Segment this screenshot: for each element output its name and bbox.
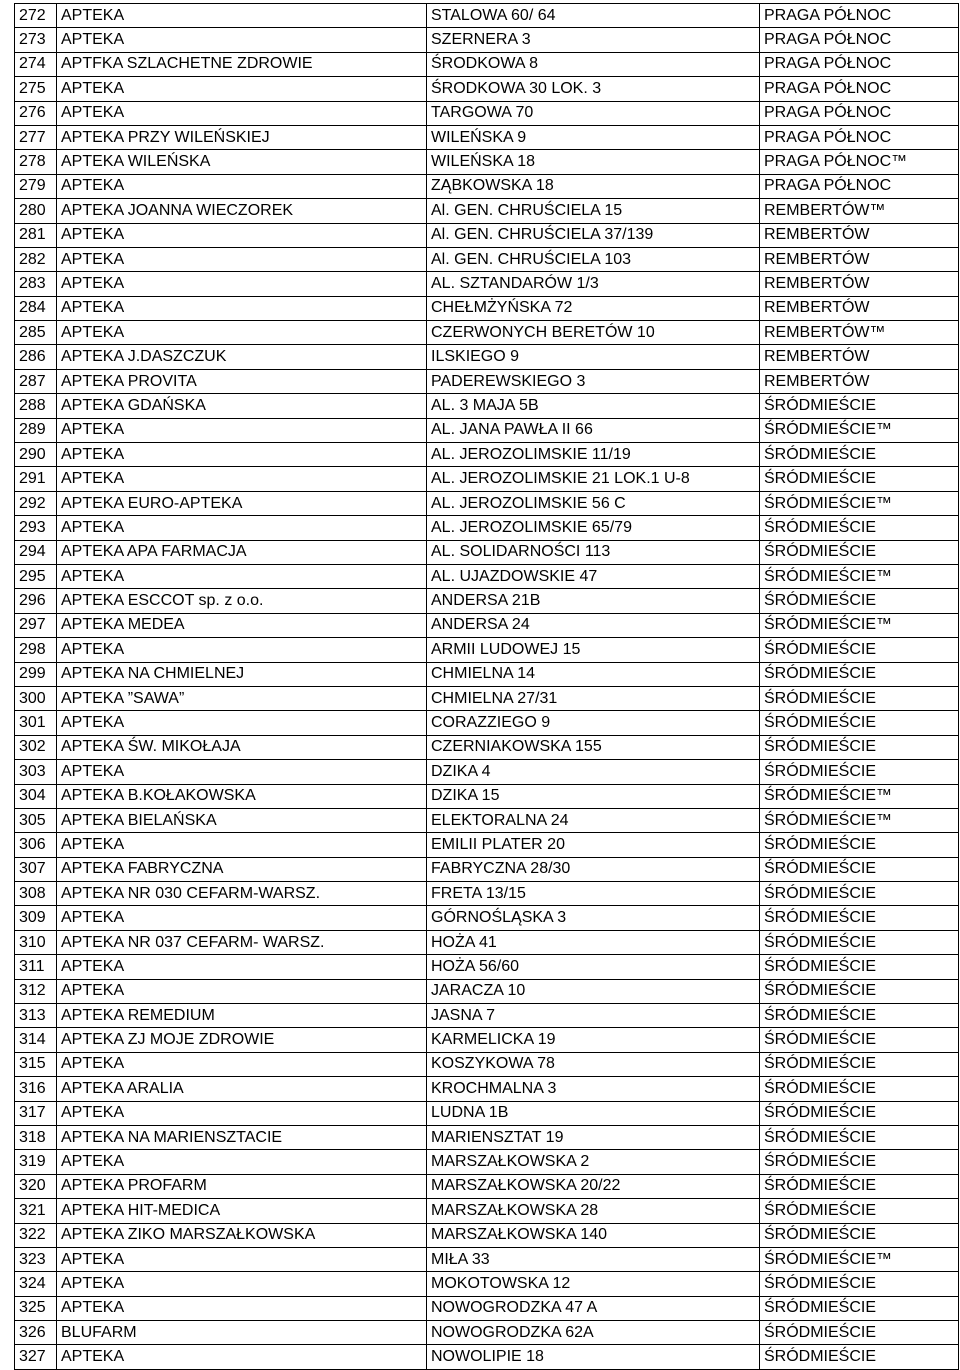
table-row xyxy=(15,345,959,369)
district-cell: REMBERTÓW xyxy=(760,369,959,393)
district-cell: ŚRÓDMIEŚCIE xyxy=(760,467,959,491)
table-row xyxy=(15,272,959,296)
table-row xyxy=(15,857,959,881)
pharmacy-name-cell: APTEKA xyxy=(57,564,427,588)
row-number-cell: 326 xyxy=(15,1321,57,1345)
pharmacy-name-cell: APTEKA ZJ MOJE ZDROWIE xyxy=(57,1028,427,1052)
district-cell: ŚRÓDMIEŚCIE xyxy=(760,1125,959,1149)
district-cell: ŚRÓDMIEŚCIE xyxy=(760,394,959,418)
address-cell: AL. JEROZOLIMSKIE 21 LOK.1 U-8 xyxy=(427,467,760,491)
row-number-cell: 308 xyxy=(15,882,57,906)
pharmacy-name-cell: APTEKA EURO-APTEKA xyxy=(57,491,427,515)
table-row xyxy=(15,564,959,588)
district-cell: PRAGA PÓŁNOC xyxy=(760,101,959,125)
pharmacy-name-cell: APTEKA xyxy=(57,467,427,491)
address-cell: CHMIELNA 27/31 xyxy=(427,686,760,710)
district-cell: ŚRÓDMIEŚCIE xyxy=(760,857,959,881)
row-number-cell: 322 xyxy=(15,1223,57,1247)
row-number-cell: 319 xyxy=(15,1150,57,1174)
pharmacy-name-cell: APTEKA J.DASZCZUK xyxy=(57,345,427,369)
table-row xyxy=(15,125,959,149)
pharmacy-name-cell: APTEKA GDAŃSKA xyxy=(57,394,427,418)
address-cell: ARMII LUDOWEJ 15 xyxy=(427,638,760,662)
table-row xyxy=(15,467,959,491)
row-number-cell: 283 xyxy=(15,272,57,296)
table-row xyxy=(15,247,959,271)
address-cell: CZERNIAKOWSKA 155 xyxy=(427,735,760,759)
row-number-cell: 297 xyxy=(15,613,57,637)
pharmacy-name-cell: APTEKA BIELAŃSKA xyxy=(57,808,427,832)
pharmacy-name-cell: APTEKA xyxy=(57,4,427,28)
address-cell: LUDNA 1B xyxy=(427,1101,760,1125)
table-row xyxy=(15,1199,959,1223)
table-row xyxy=(15,955,959,979)
address-cell: CHMIELNA 14 xyxy=(427,662,760,686)
address-cell: MARSZAŁKOWSKA 140 xyxy=(427,1223,760,1247)
row-number-cell: 286 xyxy=(15,345,57,369)
address-cell: Al. GEN. CHRUŚCIELA 15 xyxy=(427,199,760,223)
address-cell: NOWOLIPIE 18 xyxy=(427,1345,760,1369)
table-row xyxy=(15,1174,959,1198)
address-cell: Al. GEN. CHRUŚCIELA 37/139 xyxy=(427,223,760,247)
district-cell: PRAGA PÓŁNOC xyxy=(760,52,959,76)
table-row xyxy=(15,1004,959,1028)
address-cell: AL. UJAZDOWSKIE 47 xyxy=(427,564,760,588)
row-number-cell: 281 xyxy=(15,223,57,247)
table-row xyxy=(15,321,959,345)
pharmacy-name-cell: APTEKA xyxy=(57,321,427,345)
table-row xyxy=(15,28,959,52)
table-row xyxy=(15,1101,959,1125)
pharmacy-name-cell: APTEKA xyxy=(57,223,427,247)
pharmacy-name-cell: APTEKA xyxy=(57,516,427,540)
address-cell: AL. JEROZOLIMSKIE 11/19 xyxy=(427,443,760,467)
row-number-cell: 294 xyxy=(15,540,57,564)
row-number-cell: 287 xyxy=(15,369,57,393)
district-cell: REMBERTÓW xyxy=(760,272,959,296)
pharmacy-name-cell: APTEKA ARALIA xyxy=(57,1077,427,1101)
pharmacy-name-cell: APTEKA PROVITA xyxy=(57,369,427,393)
table-row xyxy=(15,199,959,223)
row-number-cell: 273 xyxy=(15,28,57,52)
address-cell: MOKOTOWSKA 12 xyxy=(427,1272,760,1296)
row-number-cell: 298 xyxy=(15,638,57,662)
district-cell: ŚRÓDMIEŚCIE xyxy=(760,760,959,784)
pharmacy-name-cell: APTEKA REMEDIUM xyxy=(57,1004,427,1028)
table-row xyxy=(15,443,959,467)
address-cell: ANDERSA 24 xyxy=(427,613,760,637)
address-cell: AL. JANA PAWŁA II 66 xyxy=(427,418,760,442)
table-row xyxy=(15,686,959,710)
district-cell: ŚRÓDMIEŚCIE™ xyxy=(760,1247,959,1271)
row-number-cell: 292 xyxy=(15,491,57,515)
table-body xyxy=(15,4,959,1370)
row-number-cell: 323 xyxy=(15,1247,57,1271)
pharmacy-name-cell: APTEKA WILEŃSKA xyxy=(57,150,427,174)
row-number-cell: 290 xyxy=(15,443,57,467)
pharmacy-name-cell: APTEKA xyxy=(57,1052,427,1076)
row-number-cell: 324 xyxy=(15,1272,57,1296)
district-cell: ŚRÓDMIEŚCIE xyxy=(760,1052,959,1076)
address-cell: CORAZZIEGO 9 xyxy=(427,711,760,735)
district-cell: ŚRÓDMIEŚCIE xyxy=(760,589,959,613)
address-cell: FRETA 13/15 xyxy=(427,882,760,906)
row-number-cell: 309 xyxy=(15,906,57,930)
pharmacy-name-cell: APTEKA xyxy=(57,1150,427,1174)
pharmacy-table xyxy=(14,3,959,1370)
pharmacy-name-cell: APTEKA PRZY WILEŃSKIEJ xyxy=(57,125,427,149)
table-row xyxy=(15,833,959,857)
district-cell: ŚRÓDMIEŚCIE xyxy=(760,735,959,759)
address-cell: SZERNERA 3 xyxy=(427,28,760,52)
district-cell: ŚRÓDMIEŚCIE xyxy=(760,1272,959,1296)
address-cell: AL. SZTANDARÓW 1/3 xyxy=(427,272,760,296)
table-row xyxy=(15,638,959,662)
row-number-cell: 318 xyxy=(15,1125,57,1149)
address-cell: TARGOWA 70 xyxy=(427,101,760,125)
row-number-cell: 320 xyxy=(15,1174,57,1198)
pharmacy-name-cell: APTEKA NA CHMIELNEJ xyxy=(57,662,427,686)
pharmacy-name-cell: APTEKA xyxy=(57,711,427,735)
row-number-cell: 312 xyxy=(15,979,57,1003)
table-row xyxy=(15,1272,959,1296)
district-cell: PRAGA PÓŁNOC xyxy=(760,77,959,101)
district-cell: ŚRÓDMIEŚCIE xyxy=(760,833,959,857)
district-cell: ŚRÓDMIEŚCIE xyxy=(760,686,959,710)
district-cell: ŚRÓDMIEŚCIE xyxy=(760,1223,959,1247)
table-row xyxy=(15,394,959,418)
row-number-cell: 313 xyxy=(15,1004,57,1028)
row-number-cell: 303 xyxy=(15,760,57,784)
district-cell: ŚRÓDMIEŚCIE xyxy=(760,711,959,735)
table-row xyxy=(15,589,959,613)
address-cell: MARSZAŁKOWSKA 28 xyxy=(427,1199,760,1223)
table-row xyxy=(15,784,959,808)
district-cell: ŚRÓDMIEŚCIE xyxy=(760,1296,959,1320)
pharmacy-name-cell: APTEKA ESCCOT sp. z o.o. xyxy=(57,589,427,613)
address-cell: WILEŃSKA 9 xyxy=(427,125,760,149)
pharmacy-name-cell: APTEKA MEDEA xyxy=(57,613,427,637)
address-cell: FABRYCZNA 28/30 xyxy=(427,857,760,881)
district-cell: ŚRÓDMIEŚCIE xyxy=(760,443,959,467)
address-cell: CZERWONYCH BERETÓW 10 xyxy=(427,321,760,345)
pharmacy-name-cell: APTEKA B.KOŁAKOWSKA xyxy=(57,784,427,808)
district-cell: REMBERTÓW xyxy=(760,345,959,369)
row-number-cell: 305 xyxy=(15,808,57,832)
pharmacy-name-cell: APTEKA xyxy=(57,272,427,296)
table-row xyxy=(15,369,959,393)
row-number-cell: 302 xyxy=(15,735,57,759)
district-cell: ŚRÓDMIEŚCIE xyxy=(760,1321,959,1345)
table-row xyxy=(15,1150,959,1174)
pharmacy-name-cell: APTEKA xyxy=(57,955,427,979)
pharmacy-name-cell: APTEKA xyxy=(57,296,427,320)
district-cell: ŚRÓDMIEŚCIE xyxy=(760,516,959,540)
pharmacy-name-cell: APTEKA FABRYCZNA xyxy=(57,857,427,881)
district-cell: ŚRÓDMIEŚCIE xyxy=(760,1199,959,1223)
pharmacy-name-cell: APTEKA xyxy=(57,638,427,662)
address-cell: WILEŃSKA 18 xyxy=(427,150,760,174)
pharmacy-name-cell: APTEKA xyxy=(57,1247,427,1271)
district-cell: ŚRÓDMIEŚCIE xyxy=(760,906,959,930)
pharmacy-name-cell: APTEKA xyxy=(57,1345,427,1369)
table-row xyxy=(15,4,959,28)
district-cell: REMBERTÓW xyxy=(760,223,959,247)
pharmacy-name-cell: APTEKA xyxy=(57,418,427,442)
row-number-cell: 314 xyxy=(15,1028,57,1052)
district-cell: PRAGA PÓŁNOC™ xyxy=(760,150,959,174)
table-row xyxy=(15,735,959,759)
district-cell: ŚRÓDMIEŚCIE xyxy=(760,1174,959,1198)
table-row xyxy=(15,930,959,954)
row-number-cell: 296 xyxy=(15,589,57,613)
address-cell: KOSZYKOWA 78 xyxy=(427,1052,760,1076)
address-cell: ILSKIEGO 9 xyxy=(427,345,760,369)
row-number-cell: 301 xyxy=(15,711,57,735)
address-cell: HOŻA 41 xyxy=(427,930,760,954)
table-row xyxy=(15,52,959,76)
address-cell: ŚRODKOWA 8 xyxy=(427,52,760,76)
pharmacy-name-cell: APTEKA xyxy=(57,1272,427,1296)
district-cell: PRAGA PÓŁNOC xyxy=(760,4,959,28)
district-cell: ŚRÓDMIEŚCIE xyxy=(760,662,959,686)
table-row xyxy=(15,77,959,101)
pharmacy-name-cell: APTEKA NR 030 CEFARM-WARSZ. xyxy=(57,882,427,906)
district-cell: ŚRÓDMIEŚCIE xyxy=(760,1345,959,1369)
pharmacy-name-cell: APTEKA HIT-MEDICA xyxy=(57,1199,427,1223)
district-cell: REMBERTÓW™ xyxy=(760,199,959,223)
district-cell: ŚRÓDMIEŚCIE xyxy=(760,1028,959,1052)
row-number-cell: 289 xyxy=(15,418,57,442)
row-number-cell: 316 xyxy=(15,1077,57,1101)
row-number-cell: 282 xyxy=(15,247,57,271)
address-cell: MARSZAŁKOWSKA 20/22 xyxy=(427,1174,760,1198)
row-number-cell: 327 xyxy=(15,1345,57,1369)
pharmacy-name-cell: APTEKA APA FARMACJA xyxy=(57,540,427,564)
district-cell: ŚRÓDMIEŚCIE xyxy=(760,882,959,906)
pharmacy-name-cell: APTEKA NR 037 CEFARM- WARSZ. xyxy=(57,930,427,954)
pharmacy-name-cell: APTEKA xyxy=(57,174,427,198)
address-cell: AL. JEROZOLIMSKIE 56 C xyxy=(427,491,760,515)
district-cell: REMBERTÓW xyxy=(760,247,959,271)
table-row xyxy=(15,101,959,125)
address-cell: AL. SOLIDARNOŚCI 113 xyxy=(427,540,760,564)
address-cell: HOŻA 56/60 xyxy=(427,955,760,979)
district-cell: ŚRÓDMIEŚCIE xyxy=(760,979,959,1003)
pharmacy-name-cell: APTEKA ”SAWA” xyxy=(57,686,427,710)
row-number-cell: 325 xyxy=(15,1296,57,1320)
district-cell: ŚRÓDMIEŚCIE xyxy=(760,1101,959,1125)
address-cell: ŚRODKOWA 30 LOK. 3 xyxy=(427,77,760,101)
pharmacy-name-cell: APTEKA xyxy=(57,906,427,930)
table-row xyxy=(15,711,959,735)
address-cell: MIŁA 33 xyxy=(427,1247,760,1271)
row-number-cell: 272 xyxy=(15,4,57,28)
row-number-cell: 293 xyxy=(15,516,57,540)
table-row xyxy=(15,1125,959,1149)
pharmacy-name-cell: APTEKA xyxy=(57,979,427,1003)
address-cell: EMILII PLATER 20 xyxy=(427,833,760,857)
pharmacy-name-cell: APTEKA xyxy=(57,833,427,857)
table-row xyxy=(15,906,959,930)
row-number-cell: 311 xyxy=(15,955,57,979)
row-number-cell: 304 xyxy=(15,784,57,808)
pharmacy-name-cell: APTEKA xyxy=(57,101,427,125)
table-row xyxy=(15,1052,959,1076)
pharmacy-name-cell: APTEKA xyxy=(57,28,427,52)
row-number-cell: 315 xyxy=(15,1052,57,1076)
row-number-cell: 284 xyxy=(15,296,57,320)
row-number-cell: 285 xyxy=(15,321,57,345)
table-row xyxy=(15,296,959,320)
district-cell: ŚRÓDMIEŚCIE™ xyxy=(760,613,959,637)
row-number-cell: 299 xyxy=(15,662,57,686)
table-row xyxy=(15,882,959,906)
table-row xyxy=(15,174,959,198)
address-cell: AL. JEROZOLIMSKIE 65/79 xyxy=(427,516,760,540)
district-cell: ŚRÓDMIEŚCIE™ xyxy=(760,784,959,808)
row-number-cell: 275 xyxy=(15,77,57,101)
address-cell: JASNA 7 xyxy=(427,1004,760,1028)
address-cell: AL. 3 MAJA 5B xyxy=(427,394,760,418)
address-cell: MARIENSZTAT 19 xyxy=(427,1125,760,1149)
pharmacy-name-cell: APTEKA ZIKO MARSZAŁKOWSKA xyxy=(57,1223,427,1247)
table-row xyxy=(15,1247,959,1271)
row-number-cell: 300 xyxy=(15,686,57,710)
row-number-cell: 277 xyxy=(15,125,57,149)
district-cell: PRAGA PÓŁNOC xyxy=(760,125,959,149)
row-number-cell: 280 xyxy=(15,199,57,223)
address-cell: NOWOGRODZKA 47 A xyxy=(427,1296,760,1320)
pharmacy-name-cell: APTEKA ŚW. MIKOŁAJA xyxy=(57,735,427,759)
address-cell: CHEŁMŻYŃSKA 72 xyxy=(427,296,760,320)
row-number-cell: 291 xyxy=(15,467,57,491)
pharmacy-name-cell: APTEKA xyxy=(57,1296,427,1320)
table-row xyxy=(15,613,959,637)
table-row xyxy=(15,1321,959,1345)
address-cell: MARSZAŁKOWSKA 2 xyxy=(427,1150,760,1174)
pharmacy-name-cell: APTEKA PROFARM xyxy=(57,1174,427,1198)
pharmacy-name-cell: BLUFARM xyxy=(57,1321,427,1345)
row-number-cell: 279 xyxy=(15,174,57,198)
table-row xyxy=(15,1345,959,1369)
district-cell: ŚRÓDMIEŚCIE™ xyxy=(760,564,959,588)
address-cell: DZIKA 4 xyxy=(427,760,760,784)
address-cell: ELEKTORALNA 24 xyxy=(427,808,760,832)
table-row xyxy=(15,760,959,784)
table-row xyxy=(15,150,959,174)
address-cell: ANDERSA 21B xyxy=(427,589,760,613)
district-cell: ŚRÓDMIEŚCIE™ xyxy=(760,808,959,832)
table-row xyxy=(15,1028,959,1052)
table-row xyxy=(15,1296,959,1320)
district-cell: ŚRÓDMIEŚCIE xyxy=(760,540,959,564)
row-number-cell: 321 xyxy=(15,1199,57,1223)
district-cell: REMBERTÓW™ xyxy=(760,321,959,345)
district-cell: ŚRÓDMIEŚCIE xyxy=(760,930,959,954)
pharmacy-name-cell: APTEKA NA MARIENSZTACIE xyxy=(57,1125,427,1149)
pharmacy-name-cell: APTEKA xyxy=(57,760,427,784)
table-row xyxy=(15,1077,959,1101)
address-cell: NOWOGRODZKA 62A xyxy=(427,1321,760,1345)
row-number-cell: 295 xyxy=(15,564,57,588)
address-cell: KARMELICKA 19 xyxy=(427,1028,760,1052)
address-cell: ZĄBKOWSKA 18 xyxy=(427,174,760,198)
table-row xyxy=(15,979,959,1003)
address-cell: PADEREWSKIEGO 3 xyxy=(427,369,760,393)
address-cell: STALOWA 60/ 64 xyxy=(427,4,760,28)
address-cell: KROCHMALNA 3 xyxy=(427,1077,760,1101)
row-number-cell: 306 xyxy=(15,833,57,857)
table-row xyxy=(15,491,959,515)
row-number-cell: 288 xyxy=(15,394,57,418)
pharmacy-name-cell: APTEKA xyxy=(57,443,427,467)
district-cell: ŚRÓDMIEŚCIE™ xyxy=(760,491,959,515)
pharmacy-name-cell: APTEKA xyxy=(57,247,427,271)
row-number-cell: 310 xyxy=(15,930,57,954)
table-row xyxy=(15,418,959,442)
table-row xyxy=(15,1223,959,1247)
address-cell: DZIKA 15 xyxy=(427,784,760,808)
district-cell: REMBERTÓW xyxy=(760,296,959,320)
address-cell: GÓRNOŚLĄSKA 3 xyxy=(427,906,760,930)
district-cell: ŚRÓDMIEŚCIE xyxy=(760,955,959,979)
pharmacy-name-cell: APTEKA xyxy=(57,77,427,101)
table-row xyxy=(15,808,959,832)
table-row xyxy=(15,516,959,540)
pharmacy-name-cell: APTEKA JOANNA WIECZOREK xyxy=(57,199,427,223)
table-row xyxy=(15,540,959,564)
pharmacy-name-cell: APTEKA xyxy=(57,1101,427,1125)
district-cell: PRAGA PÓŁNOC xyxy=(760,174,959,198)
row-number-cell: 274 xyxy=(15,52,57,76)
district-cell: ŚRÓDMIEŚCIE xyxy=(760,638,959,662)
row-number-cell: 307 xyxy=(15,857,57,881)
table-row xyxy=(15,223,959,247)
row-number-cell: 276 xyxy=(15,101,57,125)
district-cell: PRAGA PÓŁNOC xyxy=(760,28,959,52)
pharmacy-name-cell: APTFKA SZLACHETNE ZDROWIE xyxy=(57,52,427,76)
address-cell: JARACZA 10 xyxy=(427,979,760,1003)
row-number-cell: 317 xyxy=(15,1101,57,1125)
table-row xyxy=(15,662,959,686)
district-cell: ŚRÓDMIEŚCIE xyxy=(760,1004,959,1028)
district-cell: ŚRÓDMIEŚCIE™ xyxy=(760,418,959,442)
district-cell: ŚRÓDMIEŚCIE xyxy=(760,1077,959,1101)
row-number-cell: 278 xyxy=(15,150,57,174)
district-cell: ŚRÓDMIEŚCIE xyxy=(760,1150,959,1174)
address-cell: Al. GEN. CHRUŚCIELA 103 xyxy=(427,247,760,271)
